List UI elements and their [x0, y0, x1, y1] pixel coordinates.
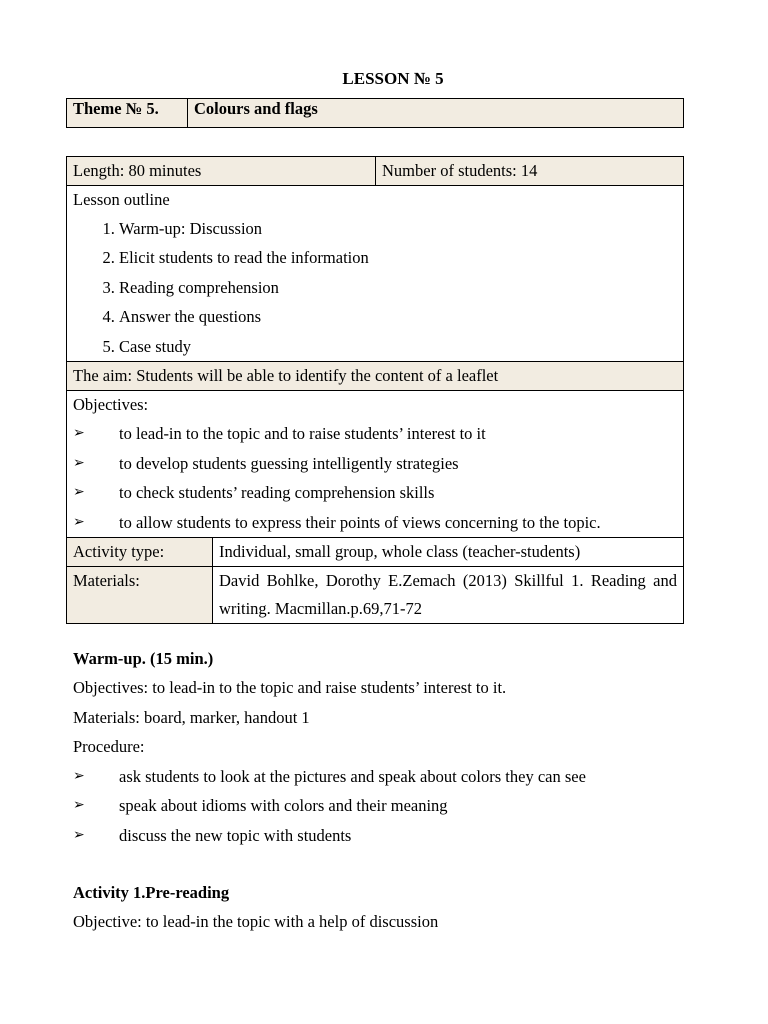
students-cell: Number of students: 14: [376, 157, 684, 186]
theme-table: [66, 98, 684, 128]
procedure-list: [73, 762, 693, 851]
warmup-procedure: Procedure:: [73, 737, 145, 757]
outline-cell: [67, 186, 684, 362]
list-item: ➢ discuss the new topic with students: [73, 821, 693, 851]
objectives-cell: [67, 391, 684, 538]
materials-value: David Bohlke, Dorothy E.Zemach (2013) Skillful 1. Reading and writing. Macmillan.p.69,71-72: [213, 567, 684, 624]
warmup-materials: Materials: board, marker, handout 1: [73, 707, 310, 727]
theme-value: Colours and flags: [188, 99, 684, 128]
activity1-objective: Objective: to lead-in the topic with a help of discussion: [73, 912, 439, 932]
warmup-objectives: Objectives: to lead-in to the topic and raise students’ interest to it.: [73, 678, 507, 698]
activity1-heading: Activity 1.Pre-reading: [73, 883, 230, 902]
activity1-section: [73, 878, 693, 937]
list-item: ➢ to allow students to express their points of views concerning to the topic.: [73, 508, 677, 538]
materials-label: Materials:: [67, 567, 213, 624]
arrow-bullet-icon: ➢: [73, 514, 85, 530]
list-item: 5. Case study: [119, 332, 677, 361]
lesson-info-table: [66, 156, 684, 624]
arrow-bullet-icon: ➢: [73, 768, 85, 784]
arrow-bullet-icon: ➢: [73, 426, 85, 442]
list-item: 1. Warm-up: Discussion: [119, 214, 677, 243]
lesson-title: LESSON № 5: [342, 69, 444, 88]
list-item: ➢ ask students to look at the pictures and speak about colors they can see: [73, 762, 693, 792]
arrow-bullet-icon: ➢: [73, 455, 85, 471]
aim-cell: The aim: Students will be able to identify the content of a leaflet: [67, 362, 684, 391]
arrow-bullet-icon: ➢: [73, 485, 85, 501]
warmup-section: [73, 644, 693, 850]
outline-label: Lesson outline: [73, 190, 170, 209]
list-item: ➢ speak about idioms with colors and their meaning: [73, 791, 693, 821]
activity-type-label: Activity type:: [67, 538, 213, 567]
list-item: ➢ to check students’ reading comprehension skills: [73, 478, 677, 508]
list-item: 2. Elicit students to read the information: [119, 243, 677, 272]
objectives-list: [73, 419, 677, 537]
warmup-heading: Warm-up. (15 min.): [73, 649, 214, 668]
list-item: ➢ to develop students guessing intelligently strategies: [73, 449, 677, 479]
length-cell: Length: 80 minutes: [67, 157, 376, 186]
activity-type-value: Individual, small group, whole class (teacher-students): [213, 538, 684, 567]
list-item: 4. Answer the questions: [119, 302, 677, 331]
list-item: 3. Reading comprehension: [119, 273, 677, 302]
arrow-bullet-icon: ➢: [73, 827, 85, 843]
objectives-label: Objectives:: [73, 395, 149, 415]
arrow-bullet-icon: ➢: [73, 798, 85, 814]
outline-list: [73, 214, 677, 361]
theme-label: Theme № 5.: [67, 99, 188, 128]
list-item: ➢ to lead-in to the topic and to raise students’ interest to it: [73, 419, 677, 449]
